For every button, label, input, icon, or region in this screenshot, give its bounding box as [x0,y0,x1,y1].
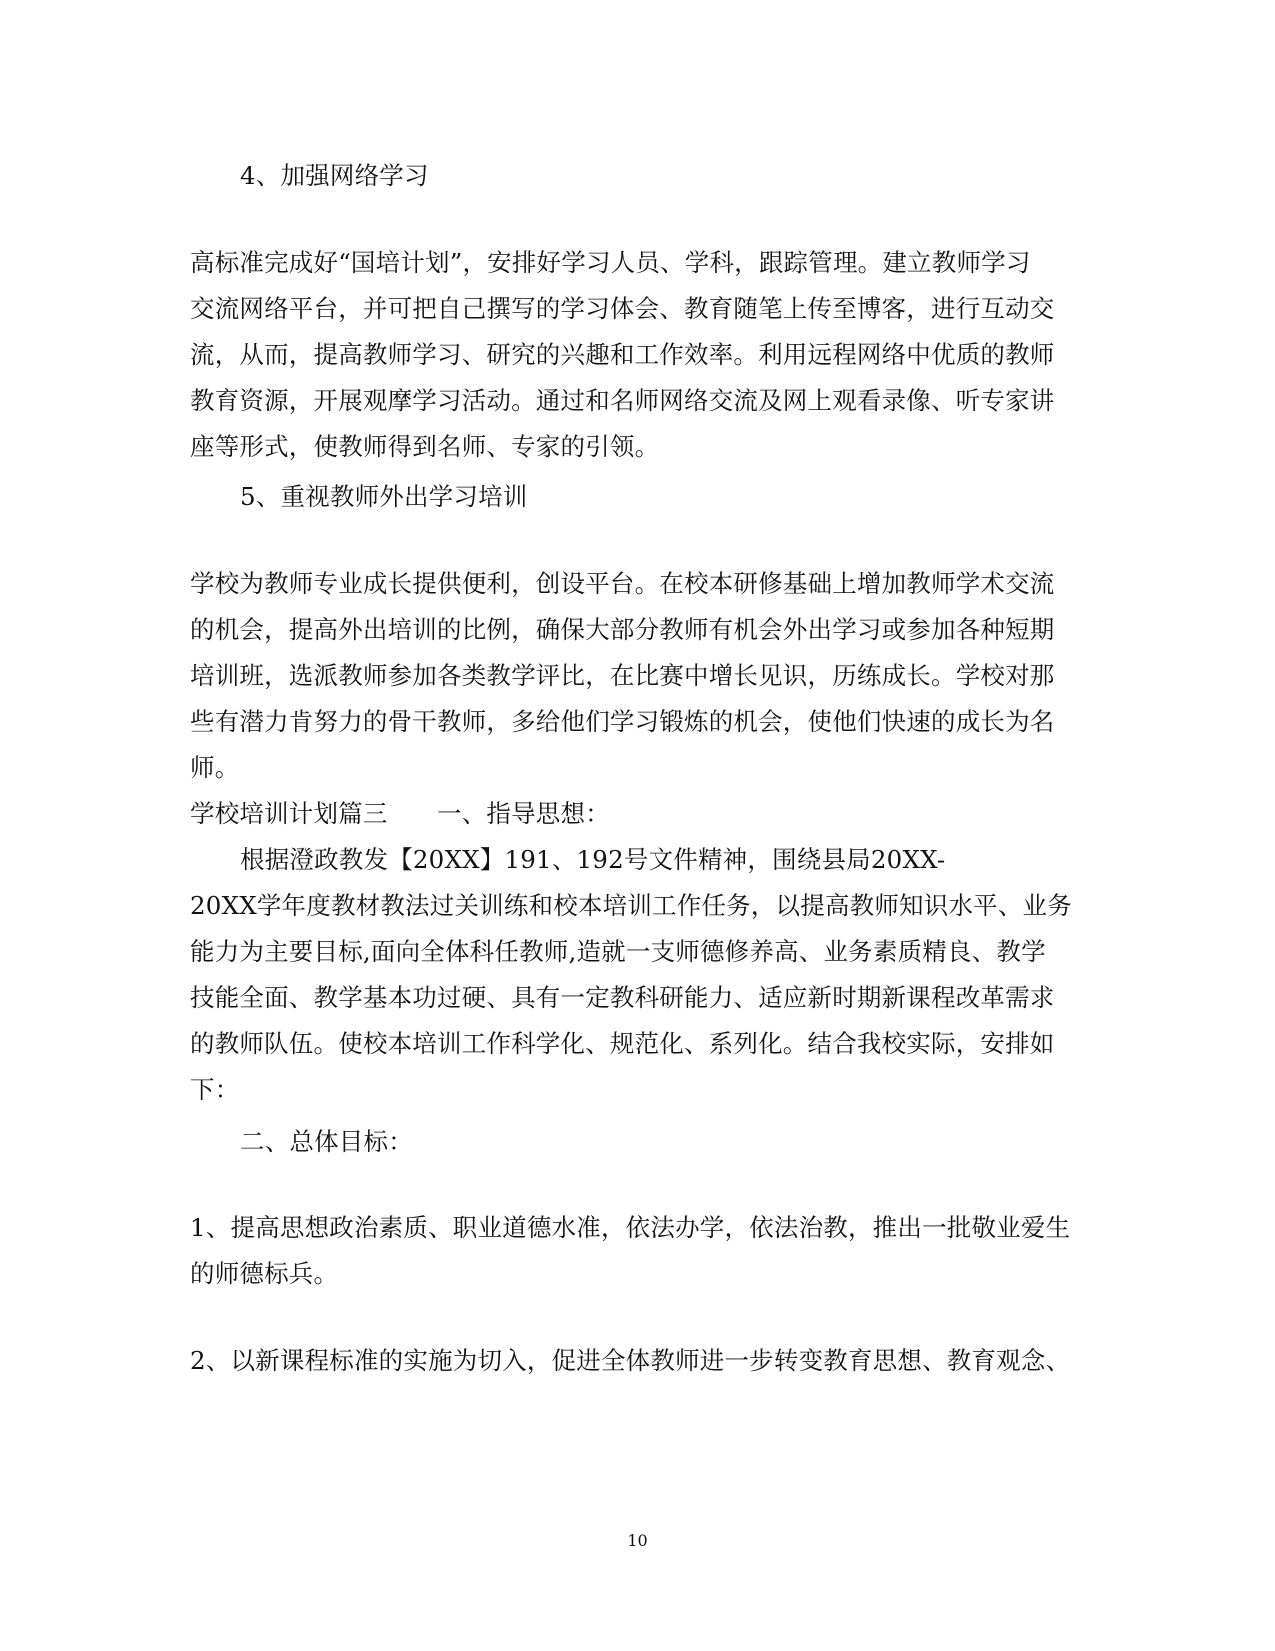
paragraph-line: 师。 [190,753,240,782]
paragraph-line: 技能全面、教学基本功过硬、具有一定教科研能力、适应新时期新课程改革需求 [190,983,1055,1012]
paragraph-line: 座等形式，使教师得到名师、专家的引领。 [190,432,660,461]
paragraph-line: 1、提高思想政治素质、职业道德水准，依法办学，依法治教，推出一批敬业爱生 [190,1213,1071,1242]
paragraph-line: 些有潜力肯努力的骨干教师，多给他们学习锻炼的机会，使他们快速的成长为名 [190,707,1055,736]
heading-external-training: 5、重视教师外出学习培训 [240,482,528,511]
paragraph-line: 教育资源，开展观摩学习活动。通过和名师网络交流及网上观看录像、听专家讲 [190,386,1055,415]
page-number: 10 [627,1531,648,1550]
paragraph-line: 能力为主要目标,面向全体科任教师,造就一支师德修养高、业务素质精良、教学 [190,937,1046,966]
paragraph-line: 的师德标兵。 [190,1259,339,1288]
heading-network-learning: 4、加强网络学习 [240,161,429,190]
paragraph-line: 的机会，提高外出培训的比例，确保大部分教师有机会外出学习或参加各种短期 [190,615,1055,644]
paragraph-line: 高标准完成好“国培计划”，安排好学习人员、学科，跟踪管理。建立教师学习 [190,248,1031,277]
paragraph-line: 根据澄政教发【20XX】191、192号文件精神，围绕县局20XX- [240,845,946,874]
section-title-line: 学校培训计划篇三 一、指导思想： [190,799,610,828]
heading-overall-goals: 二、总体目标： [240,1127,413,1156]
paragraph-line: 培训班，选派教师参加各类教学评比，在比赛中增长见识，历练成长。学校对那 [190,661,1055,690]
paragraph-line: 交流网络平台，并可把自己撰写的学习体会、教育随笔上传至博客，进行互动交 [190,294,1055,323]
paragraph-line: 下： [190,1075,240,1104]
paragraph-line: 2、以新课程标准的实施为切入，促进全体教师进一步转变教育思想、教育观念、 [190,1346,1071,1375]
paragraph-line: 的教师队伍。使校本培训工作科学化、规范化、系列化。结合我校实际，安排如 [190,1029,1055,1058]
paragraph-line: 20XX学年度教材教法过关训练和校本培训工作任务，以提高教师知识水平、业务 [190,891,1072,920]
paragraph-line: 学校为教师专业成长提供便利，创设平台。在校本研修基础上增加教师学术交流 [190,569,1055,598]
paragraph-line: 流，从而，提高教师学习、研究的兴趣和工作效率。利用远程网络中优质的教师 [190,340,1055,369]
